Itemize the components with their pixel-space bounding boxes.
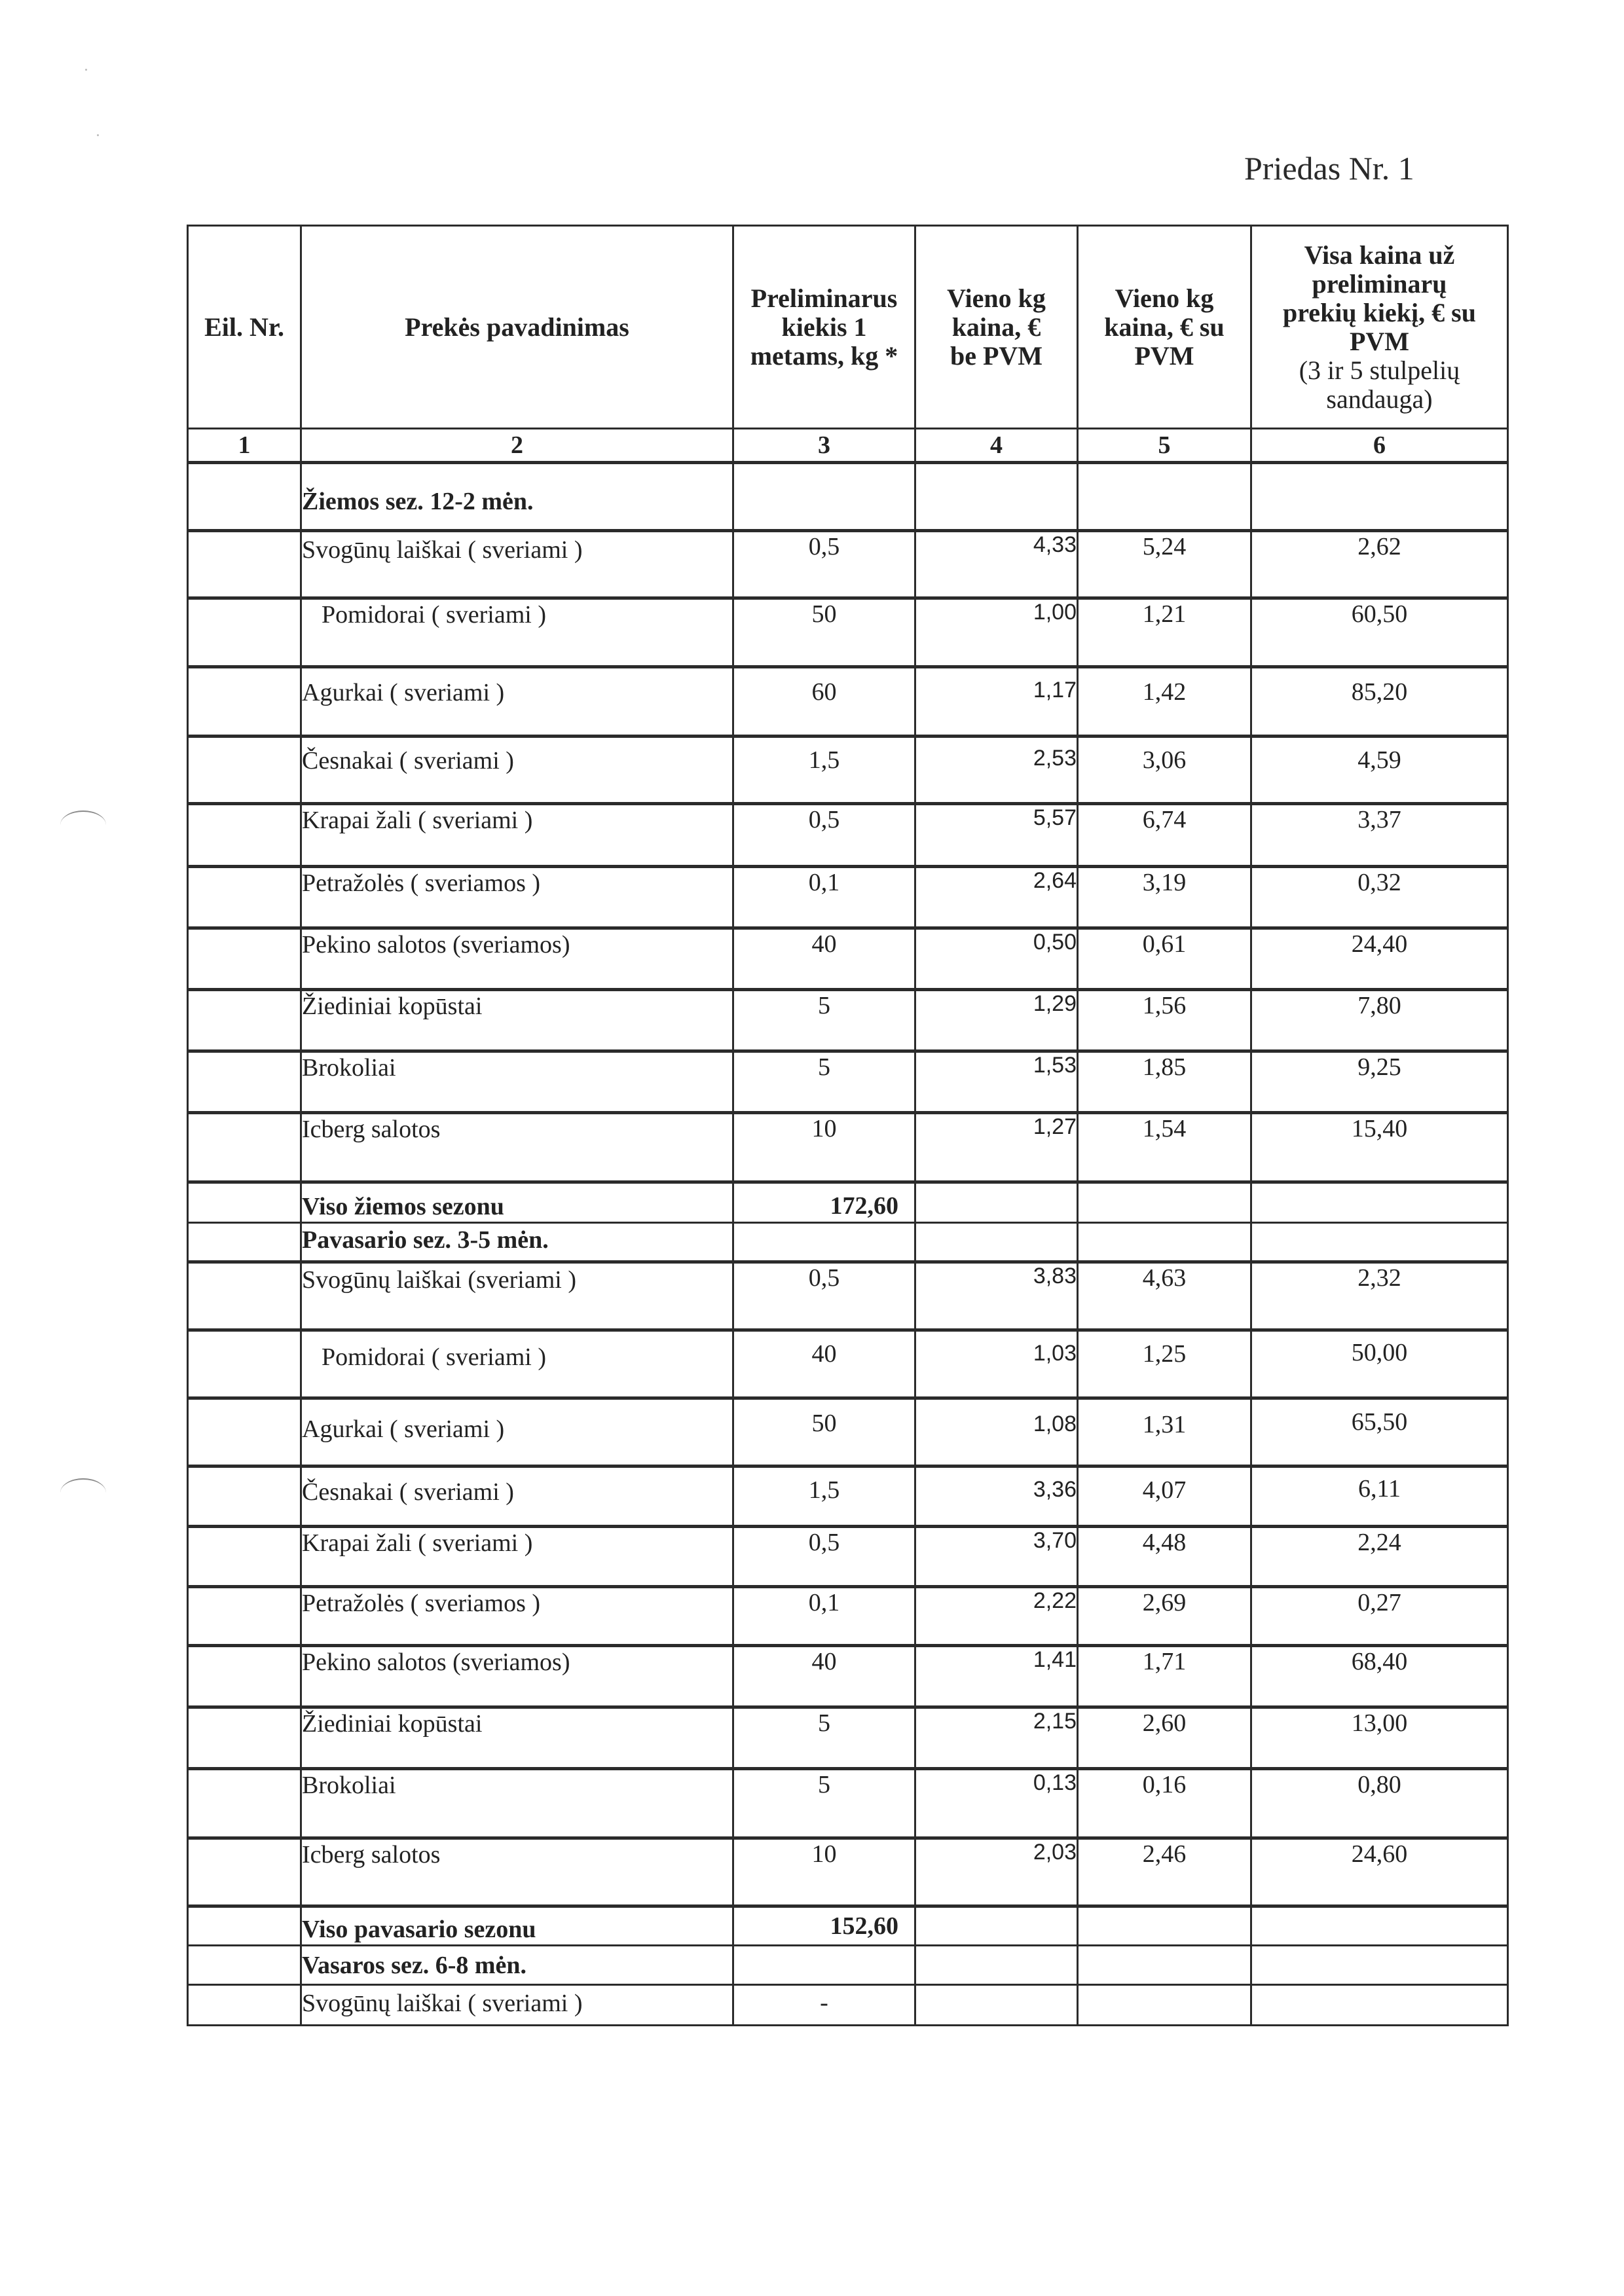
scan-artifact-dot bbox=[97, 134, 99, 136]
quantity: 1,5 bbox=[733, 1467, 915, 1527]
product-name: Česnakai ( sveriami ) bbox=[301, 737, 733, 804]
total-price: 24,40 bbox=[1251, 928, 1508, 990]
price-ex-vat: 2,64 bbox=[915, 867, 1078, 928]
price-ex-vat: 0,13 bbox=[915, 1769, 1078, 1838]
quantity: 0,5 bbox=[733, 1527, 915, 1587]
quantity: 0,1 bbox=[733, 1587, 915, 1646]
table-row bbox=[188, 990, 1508, 1051]
total-price: 13,00 bbox=[1251, 1707, 1508, 1769]
table-row bbox=[188, 1587, 1508, 1646]
price-ex-vat: 1,08 bbox=[915, 1398, 1078, 1467]
season-total-value: 152,60 bbox=[733, 1906, 915, 1946]
annex-title: Priedas Nr. 1 bbox=[1244, 150, 1414, 187]
price-inc-vat: 4,07 bbox=[1078, 1467, 1251, 1527]
quantity: 40 bbox=[733, 1646, 915, 1707]
quantity: 40 bbox=[733, 928, 915, 990]
product-name: Pekino salotos (sveriamos) bbox=[301, 1646, 733, 1707]
total-price: 0,80 bbox=[1251, 1769, 1508, 1838]
total-price: 2,62 bbox=[1251, 531, 1508, 598]
column-number: 1 bbox=[188, 429, 301, 463]
table-row bbox=[188, 531, 1508, 598]
price-ex-vat: 4,33 bbox=[915, 531, 1078, 598]
price-ex-vat: 3,36 bbox=[915, 1467, 1078, 1527]
header-total-main: Visa kaina už preliminarų prekių kiekį, € su PVM bbox=[1283, 240, 1476, 356]
total-price: 24,60 bbox=[1251, 1838, 1508, 1906]
product-name: Petražolės ( sveriamos ) bbox=[301, 1587, 733, 1646]
table-row bbox=[188, 867, 1508, 928]
product-name: Petražolės ( sveriamos ) bbox=[301, 867, 733, 928]
table-row bbox=[188, 1707, 1508, 1769]
header-product-name: Prekės pavadinimas bbox=[301, 226, 733, 429]
table-row bbox=[188, 1051, 1508, 1113]
price-inc-vat: 3,19 bbox=[1078, 867, 1251, 928]
column-number-row bbox=[188, 429, 1508, 463]
season-header-row bbox=[188, 1223, 1508, 1262]
product-name: Agurkai ( sveriami ) bbox=[301, 1398, 733, 1467]
header-price-ex-vat: Vieno kg kaina, € be PVM bbox=[915, 226, 1078, 429]
table-row bbox=[188, 1398, 1508, 1467]
price-inc-vat: 6,74 bbox=[1078, 804, 1251, 867]
quantity: 5 bbox=[733, 990, 915, 1051]
price-ex-vat: 1,27 bbox=[915, 1113, 1078, 1182]
header-row bbox=[188, 226, 1508, 429]
product-name: Svogūnų laiškai ( sveriami ) bbox=[301, 1985, 733, 2026]
header-price-inc-vat: Vieno kg kaina, € su PVM bbox=[1078, 226, 1251, 429]
price-inc-vat: 2,46 bbox=[1078, 1838, 1251, 1906]
scan-artifact-mark bbox=[60, 811, 106, 825]
price-ex-vat: 1,17 bbox=[915, 667, 1078, 737]
total-price: 3,37 bbox=[1251, 804, 1508, 867]
total-price bbox=[1251, 1985, 1508, 2026]
table-row bbox=[188, 928, 1508, 990]
price-inc-vat: 1,56 bbox=[1078, 990, 1251, 1051]
column-number: 5 bbox=[1078, 429, 1251, 463]
column-number: 6 bbox=[1251, 429, 1508, 463]
quantity: 5 bbox=[733, 1769, 915, 1838]
price-table bbox=[187, 225, 1509, 2026]
season-title: Žiemos sez. 12-2 mėn. bbox=[301, 463, 733, 531]
product-name: Agurkai ( sveriami ) bbox=[301, 667, 733, 737]
season-total-row bbox=[188, 1182, 1508, 1223]
quantity: 50 bbox=[733, 598, 915, 667]
quantity: 5 bbox=[733, 1051, 915, 1113]
table-row bbox=[188, 1985, 1508, 2026]
table-row bbox=[188, 1330, 1508, 1398]
price-ex-vat: 2,15 bbox=[915, 1707, 1078, 1769]
price-ex-vat: 3,83 bbox=[915, 1262, 1078, 1330]
price-inc-vat: 2,69 bbox=[1078, 1587, 1251, 1646]
season-total-label: Viso žiemos sezonu bbox=[301, 1182, 733, 1223]
total-price: 68,40 bbox=[1251, 1646, 1508, 1707]
price-ex-vat: 1,53 bbox=[915, 1051, 1078, 1113]
price-inc-vat: 1,31 bbox=[1078, 1398, 1251, 1467]
product-name: Svogūnų laiškai ( sveriami ) bbox=[301, 531, 733, 598]
table-row bbox=[188, 1113, 1508, 1182]
product-name: Pomidorai ( sveriami ) bbox=[301, 1330, 733, 1398]
total-price: 50,00 bbox=[1251, 1330, 1508, 1398]
price-inc-vat: 1,21 bbox=[1078, 598, 1251, 667]
product-name: Icberg salotos bbox=[301, 1838, 733, 1906]
price-ex-vat: 2,22 bbox=[915, 1587, 1078, 1646]
table-row bbox=[188, 804, 1508, 867]
total-price: 0,27 bbox=[1251, 1587, 1508, 1646]
quantity: 40 bbox=[733, 1330, 915, 1398]
table-row bbox=[188, 667, 1508, 737]
scan-artifact-mark bbox=[60, 1478, 106, 1493]
total-price: 65,50 bbox=[1251, 1398, 1508, 1467]
product-name: Žiediniai kopūstai bbox=[301, 990, 733, 1051]
price-inc-vat: 3,06 bbox=[1078, 737, 1251, 804]
product-name: Žiediniai kopūstai bbox=[301, 1707, 733, 1769]
total-price: 6,11 bbox=[1251, 1467, 1508, 1527]
price-inc-vat: 5,24 bbox=[1078, 531, 1251, 598]
season-title: Pavasario sez. 3-5 mėn. bbox=[301, 1223, 733, 1262]
quantity: - bbox=[733, 1985, 915, 2026]
column-number: 4 bbox=[915, 429, 1078, 463]
price-ex-vat: 1,41 bbox=[915, 1646, 1078, 1707]
total-price: 15,40 bbox=[1251, 1113, 1508, 1182]
quantity: 0,1 bbox=[733, 867, 915, 928]
table-row bbox=[188, 1527, 1508, 1587]
price-ex-vat: 1,29 bbox=[915, 990, 1078, 1051]
product-name: Česnakai ( sveriami ) bbox=[301, 1467, 733, 1527]
product-name: Krapai žali ( sveriami ) bbox=[301, 804, 733, 867]
quantity: 1,5 bbox=[733, 737, 915, 804]
total-price: 85,20 bbox=[1251, 667, 1508, 737]
price-ex-vat bbox=[915, 1985, 1078, 2026]
table-row bbox=[188, 1467, 1508, 1527]
season-title: Vasaros sez. 6-8 mėn. bbox=[301, 1946, 733, 1985]
header-quantity: Preliminarus kiekis 1 metams, kg * bbox=[733, 226, 915, 429]
total-price: 0,32 bbox=[1251, 867, 1508, 928]
price-inc-vat: 1,85 bbox=[1078, 1051, 1251, 1113]
price-inc-vat: 1,54 bbox=[1078, 1113, 1251, 1182]
price-ex-vat: 3,70 bbox=[915, 1527, 1078, 1587]
quantity: 0,5 bbox=[733, 531, 915, 598]
price-inc-vat: 1,42 bbox=[1078, 667, 1251, 737]
quantity: 0,5 bbox=[733, 1262, 915, 1330]
price-inc-vat: 1,71 bbox=[1078, 1646, 1251, 1707]
header-total bbox=[1251, 226, 1508, 429]
price-inc-vat: 4,48 bbox=[1078, 1527, 1251, 1587]
price-inc-vat: 2,60 bbox=[1078, 1707, 1251, 1769]
price-inc-vat: 1,25 bbox=[1078, 1330, 1251, 1398]
table-row bbox=[188, 737, 1508, 804]
quantity: 0,5 bbox=[733, 804, 915, 867]
price-inc-vat bbox=[1078, 1985, 1251, 2026]
quantity: 10 bbox=[733, 1113, 915, 1182]
price-ex-vat: 1,00 bbox=[915, 598, 1078, 667]
price-ex-vat: 2,03 bbox=[915, 1838, 1078, 1906]
total-price: 9,25 bbox=[1251, 1051, 1508, 1113]
season-total-label: Viso pavasario sezonu bbox=[301, 1906, 733, 1946]
quantity: 60 bbox=[733, 667, 915, 737]
product-name: Pekino salotos (sveriamos) bbox=[301, 928, 733, 990]
table-row bbox=[188, 1769, 1508, 1838]
product-name: Krapai žali ( sveriami ) bbox=[301, 1527, 733, 1587]
price-ex-vat: 5,57 bbox=[915, 804, 1078, 867]
quantity: 5 bbox=[733, 1707, 915, 1769]
total-price: 60,50 bbox=[1251, 598, 1508, 667]
total-price: 4,59 bbox=[1251, 737, 1508, 804]
product-name: Svogūnų laiškai (sveriami ) bbox=[301, 1262, 733, 1330]
price-inc-vat: 0,16 bbox=[1078, 1769, 1251, 1838]
product-name: Pomidorai ( sveriami ) bbox=[301, 598, 733, 667]
total-price: 2,32 bbox=[1251, 1262, 1508, 1330]
price-inc-vat: 0,61 bbox=[1078, 928, 1251, 990]
season-total-row bbox=[188, 1906, 1508, 1946]
scan-artifact-dot bbox=[85, 69, 87, 71]
product-name: Icberg salotos bbox=[301, 1113, 733, 1182]
price-ex-vat: 1,03 bbox=[915, 1330, 1078, 1398]
season-header-row bbox=[188, 463, 1508, 531]
column-number: 3 bbox=[733, 429, 915, 463]
product-name: Brokoliai bbox=[301, 1769, 733, 1838]
total-price: 2,24 bbox=[1251, 1527, 1508, 1587]
column-number: 2 bbox=[301, 429, 733, 463]
header-item-number: Eil. Nr. bbox=[188, 226, 301, 429]
product-name: Brokoliai bbox=[301, 1051, 733, 1113]
table-row bbox=[188, 1646, 1508, 1707]
season-header-row bbox=[188, 1946, 1508, 1985]
quantity: 10 bbox=[733, 1838, 915, 1906]
price-ex-vat: 0,50 bbox=[915, 928, 1078, 990]
price-inc-vat: 4,63 bbox=[1078, 1262, 1251, 1330]
table-row bbox=[188, 598, 1508, 667]
table-row bbox=[188, 1262, 1508, 1330]
quantity: 50 bbox=[733, 1398, 915, 1467]
season-total-value: 172,60 bbox=[733, 1182, 915, 1223]
table-row bbox=[188, 1838, 1508, 1906]
header-total-note: (3 ir 5 stulpelių sandauga) bbox=[1299, 355, 1460, 414]
price-ex-vat: 2,53 bbox=[915, 737, 1078, 804]
total-price: 7,80 bbox=[1251, 990, 1508, 1051]
